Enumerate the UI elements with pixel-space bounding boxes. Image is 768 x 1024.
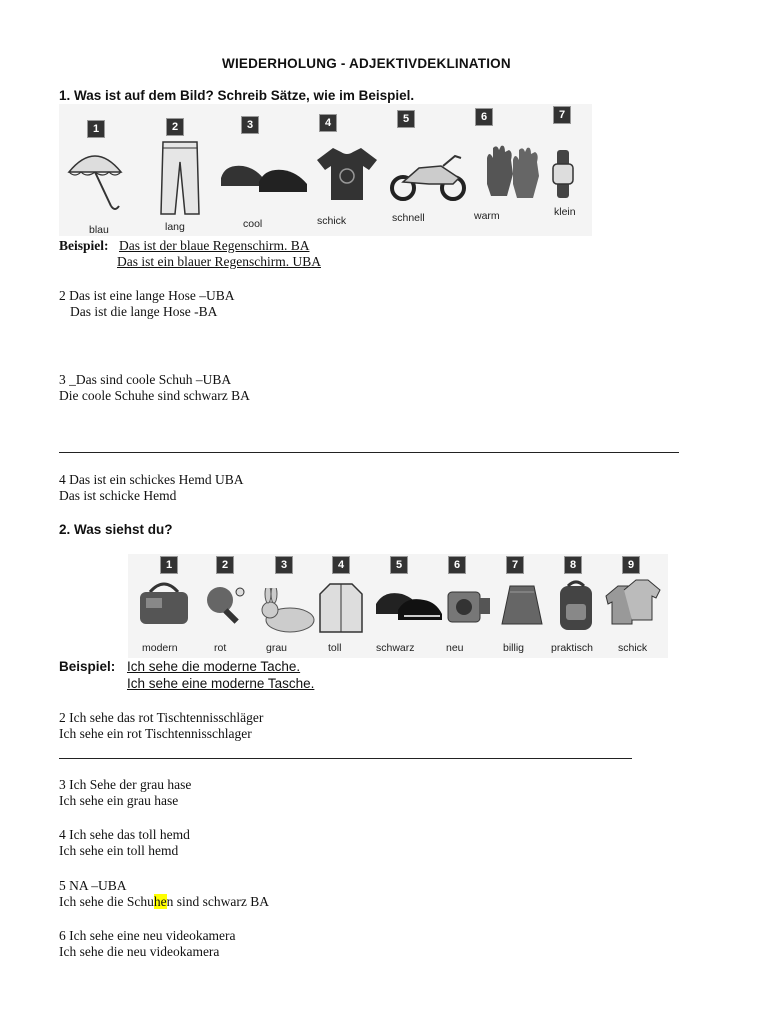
exercise1-picture-strip [59,104,592,236]
item-caption: blau [89,224,109,236]
answer-line: Das ist die lange Hose -BA [70,304,218,319]
item-caption: schwarz [376,642,415,654]
item-caption: schick [317,215,347,227]
answer-line: Das ist schicke Hemd [59,488,177,503]
answer-line: 3 Ich Sehe der grau hase [59,777,192,792]
example-label: Beispiel: [59,659,116,674]
answer-line: 6 Ich sehe eine neu videokamera [59,928,236,943]
item-number: 1 [87,120,105,138]
answer-line: Die coole Schuhe sind schwarz BA [59,388,250,403]
umbrella-icon [65,144,125,214]
sneakers-icon [374,586,444,622]
item-caption: billig [503,642,525,654]
item-caption: toll [328,642,342,654]
trousers-icon [157,138,203,218]
item-number: 3 [241,116,259,134]
table-tennis-bat-icon [204,584,248,626]
item-number: 3 [275,556,293,574]
answer-rule [59,452,679,453]
item-number: 7 [506,556,524,574]
answer-rule [59,758,632,759]
item-number: 4 [319,114,337,132]
item-number: 6 [475,108,493,126]
item-number: 4 [332,556,350,574]
answer-line: 4 Ich sehe das toll hemd [59,827,190,842]
watch-icon [551,150,575,198]
sweaters-icon [600,576,664,628]
answer-line: 3 _Das sind coole Schuh –UBA [59,372,232,387]
motorbike-icon [389,148,469,202]
example-line-1: Das ist der blaue Regenschirm. BA [119,238,310,253]
answer-line: 2 Ich sehe das rot Tischtennisschläger [59,710,264,725]
item-caption: warm [474,210,500,222]
item-caption: rot [214,642,227,654]
exercise2-picture-strip [128,554,668,658]
item-number: 1 [160,556,178,574]
item-caption: grau [266,642,288,654]
answer-text: Ich sehe die Schu [59,894,154,909]
exercise1-heading: 1. Was ist auf dem Bild? Schreib Sätze, wie im Beispiel. [59,88,415,103]
item-caption: schick [618,642,648,654]
item-number: 5 [397,110,415,128]
answer-line: Ich sehe ein rot Tischtennisschlager [59,726,252,741]
item-caption: modern [142,642,178,654]
jacket-icon [318,582,364,634]
item-caption: schnell [392,212,425,224]
highlighted-text: he [153,894,167,909]
answer-line-highlighted [59,894,269,910]
item-number: 8 [564,556,582,574]
answer-line: Ich sehe ein toll hemd [59,843,179,858]
example-label: Beispiel: [59,238,109,253]
answer-line: Ich sehe die neu videokamera [59,944,220,959]
item-number: 9 [622,556,640,574]
shirt-icon [315,146,379,202]
answer-line: 4 Das ist ein schickes Hemd UBA [59,472,244,487]
skirt-icon [500,584,544,628]
item-caption: neu [446,642,464,654]
answer-text: n sind schwarz BA [166,894,269,909]
item-caption: praktisch [551,642,594,654]
example-line-2: Ich sehe eine moderne Tasche. [127,676,315,691]
answer-line: 5 NA –UBA [59,878,127,893]
answer-line: 2 Das ist eine lange Hose –UBA [59,288,235,303]
item-number: 2 [216,556,234,574]
item-number: 6 [448,556,466,574]
bag-icon [136,580,192,626]
item-caption: cool [243,218,263,230]
shoes-icon [219,156,309,200]
camcorder-icon [446,584,492,626]
item-number: 2 [166,118,184,136]
backpack-icon [556,580,596,632]
example-line-1: Ich sehe die moderne Tache. [127,659,301,674]
item-caption: klein [554,206,576,218]
page-title: WIEDERHOLUNG - ADJEKTIVDEKLINATION [222,56,511,71]
item-number: 7 [553,106,571,124]
answer-line: Ich sehe ein grau hase [59,793,179,808]
gloves-icon [483,144,543,200]
item-number: 5 [390,556,408,574]
exercise2-heading: 2. Was siehst du? [59,522,173,537]
example-line-2: Das ist ein blauer Regenschirm. UBA [117,254,321,269]
item-caption: lang [165,221,185,233]
rabbit-icon [256,588,318,634]
